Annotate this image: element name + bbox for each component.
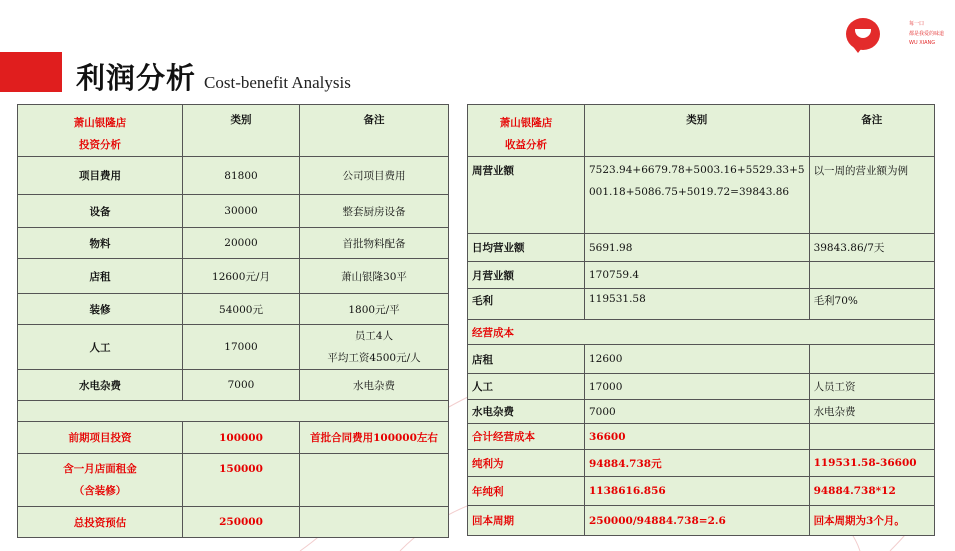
logo-tagline-1: 每一口 — [909, 21, 925, 27]
section-title-row: 经营成本 — [468, 320, 935, 345]
table-row: 含一月店面租金 （含装修） 150000 — [18, 454, 449, 507]
title-chinese: 利润分析 — [76, 61, 197, 95]
table-row: 设备 30000 整套厨房设备 — [18, 195, 449, 228]
brand-logo — [846, 14, 946, 54]
revenue-table — [467, 104, 935, 536]
logo-tagline-3: WU XIANG — [909, 40, 936, 46]
table-row: 回本周期 250000/94884.738=2.6 回本周期为3个月。 — [468, 506, 935, 536]
slide-title — [76, 56, 351, 97]
table-row: 合计经营成本 36600 — [468, 424, 935, 450]
header-store: 萧山银隆店 投资分析 — [18, 105, 183, 157]
table-spacer-row — [18, 401, 449, 422]
table-row: 水电杂费 7000 水电杂费 — [468, 400, 935, 424]
title-accent-bar — [0, 52, 62, 92]
table-row: 总投资预估 250000 — [18, 507, 449, 538]
header-store: 萧山银隆店 收益分析 — [468, 105, 585, 157]
table-row: 店租 12600元/月 萧山银隆30平 — [18, 259, 449, 294]
table-row: 周营业额 7523.94+6679.78+5003.16+5529.33+5 001.18+5086.75+5019.72=39843.86 以一周的营业额为例 — [468, 157, 935, 234]
table-row: 店租 12600 — [468, 345, 935, 374]
header-note: 备注 — [300, 105, 449, 157]
revenue-header-row — [468, 105, 935, 157]
table-row: 前期项目投资 100000 首批合同费用100000左右 — [18, 422, 449, 454]
table-row: 年纯利 1138616.856 94884.738*12 — [468, 477, 935, 506]
table-row: 月营业额 170759.4 — [468, 262, 935, 289]
logo-tagline-2: 都是我爱的味道 — [909, 31, 945, 37]
header-category: 类别 — [585, 105, 810, 157]
table-row: 人工 17000 员工4人 平均工资4500元/人 — [18, 325, 449, 370]
table-row: 纯利为 94884.738元 119531.58-36600 — [468, 450, 935, 477]
table-row: 毛利 119531.58 毛利70% — [468, 289, 935, 320]
table-row: 日均营业额 5691.98 39843.86/7天 — [468, 234, 935, 262]
table-row: 项目费用 81800 公司项目费用 — [18, 157, 449, 195]
investment-header-row — [18, 105, 449, 157]
table-row: 水电杂费 7000 水电杂费 — [18, 370, 449, 401]
investment-table — [17, 104, 449, 538]
table-row: 装修 54000元 1800元/平 — [18, 294, 449, 325]
header-category: 类别 — [183, 105, 300, 157]
header-note: 备注 — [809, 105, 934, 157]
table-row: 人工 17000 人员工资 — [468, 374, 935, 400]
title-english: Cost-benefit Analysis — [204, 73, 351, 92]
table-row: 物料 20000 首批物料配备 — [18, 228, 449, 259]
